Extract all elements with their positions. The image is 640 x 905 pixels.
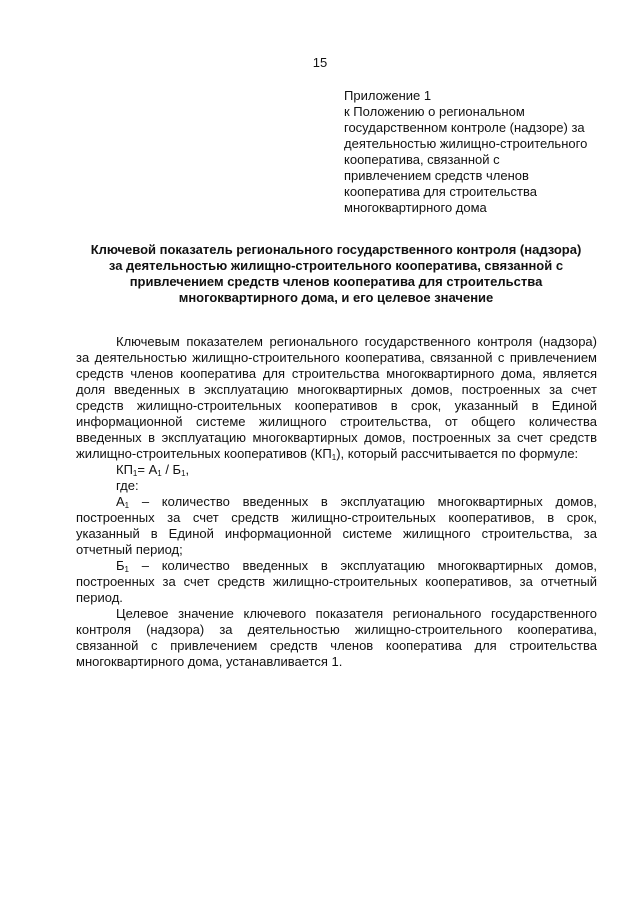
page-number: 15 <box>312 55 328 70</box>
definition-a-subscript: 1 <box>124 501 130 510</box>
formula-end: , <box>185 462 190 477</box>
appendix-line: привлечением средств членов <box>344 168 529 183</box>
title-line: многоквартирного дома, и его целевое значение <box>178 290 494 305</box>
appendix-line: государственном контроле (надзоре) за <box>344 120 585 135</box>
where-label: где: <box>116 478 139 493</box>
document-title <box>70 242 602 306</box>
appendix-line: кооператива для строительства <box>344 184 537 199</box>
appendix-line: кооператива, связанной с <box>344 152 500 167</box>
title-line: за деятельностью жилищно-строительного кооператива, связанной с <box>108 258 564 273</box>
intro-paragraph <box>76 334 597 462</box>
intro-text: Ключевым показателем регионального государственного контроля (надзора) за деятельностью жилищно-строительного кооператива, связанной с привлечением средств членов кооператива для строительства многоквартирного дома, является доля введенных в эксплуатацию многоквартирных домов, построенных за счет средств жилищно-строительных кооперативов в срок, указанный в Единой информационной системе жилищного строительства, от общего количества введенных в эксплуатацию многоквартирных домов, построенных за счет средств жилищно-строительных кооперативов (КП <box>76 334 597 461</box>
definition-b-symbol: Б <box>116 558 125 573</box>
definition-b <box>76 558 597 606</box>
target-value-paragraph: Целевое значение ключевого показателя регионального государственного контроля (надзора) за деятельностью жилищно-строительного кооператива, связанной с привлечением средств членов кооператива для строительства многоквартирного дома, устанавливается 1. <box>76 606 597 669</box>
definition-a-symbol: А <box>116 494 125 509</box>
intro-text-end: ), который рассчитывается по формуле: <box>336 446 579 461</box>
intro-subscript: 1 <box>331 453 337 462</box>
definition-b-subscript: 1 <box>124 565 129 574</box>
formula-divide-b: / Б <box>161 462 182 477</box>
formula-kp: КП <box>116 462 133 477</box>
appendix-line: к Положению о региональном <box>344 104 525 119</box>
title-line: Ключевой показатель регионального государственного контроля (надзора) <box>90 242 582 257</box>
formula-equals-a: = А <box>137 462 158 477</box>
appendix-line: Приложение 1 <box>344 88 432 103</box>
title-line: привлечением средств членов кооператива для строительства <box>129 274 543 289</box>
appendix-line: деятельностью жилищно-строительного <box>344 136 588 151</box>
document-body <box>76 334 597 670</box>
definition-b-text: – количество введенных в эксплуатацию многоквартирных домов, построенных за счет средств жилищно-строительных кооперативов, за отчетный период. <box>76 558 597 605</box>
formula-kp-subscript: 1 <box>132 469 138 478</box>
formula-a-subscript: 1 <box>157 469 162 478</box>
formula <box>76 462 597 478</box>
definition-a <box>76 494 597 558</box>
appendix-line: многоквартирного дома <box>344 200 487 215</box>
formula-b-subscript: 1 <box>181 469 186 478</box>
definition-a-text: – количество введенных в эксплуатацию многоквартирных домов, построенных за счет средств жилищно-строительных кооперативов, в срок, указанный в Единой информационной системе жилищного строительства, за отчетный период; <box>76 494 597 557</box>
appendix-reference <box>344 88 614 216</box>
